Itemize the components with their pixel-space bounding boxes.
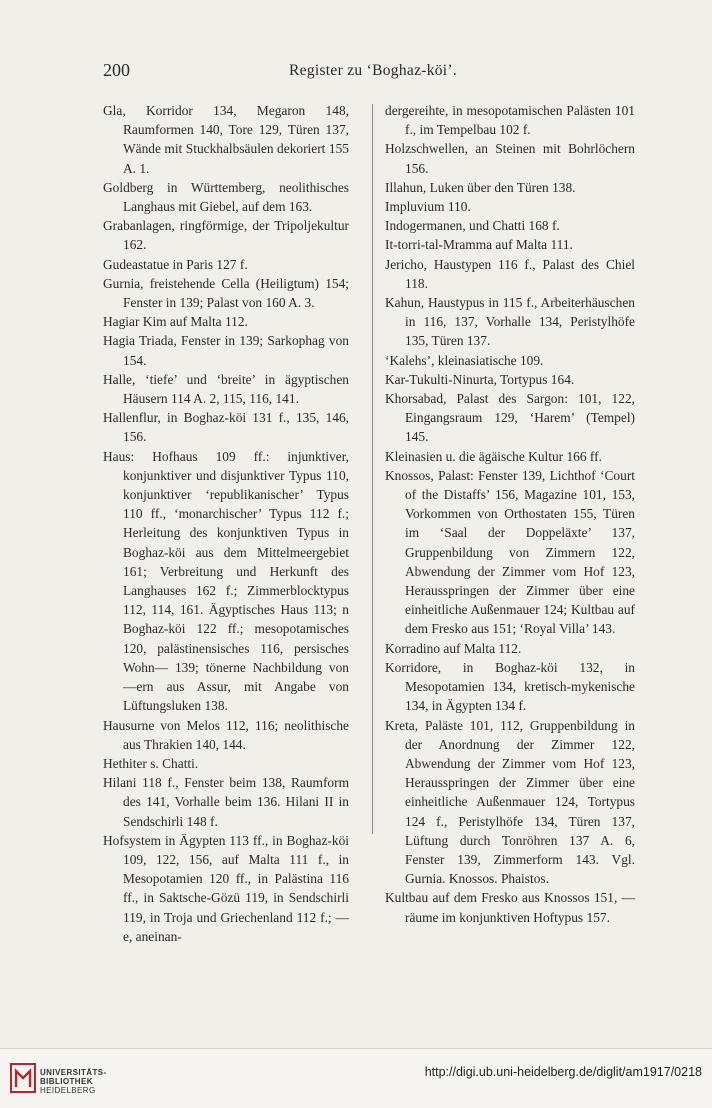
index-entry: Kreta, Paläste 101, 112, Gruppenbildung in der Anordnung der Zimmer 122, Abwendung der Zimmer vom Hof 123, Herausspringen der Zimmer über eine einheitliche Außenmauer 124, Tortypus 124 f., Peristylhöfe 134, Türen 137, Lüftung durch Tonröhren 137 A. 6, Fenster 139, Zimmerform 143. Vgl. Gurnia. Knossos. Phaistos. — [385, 717, 635, 887]
index-entry: Korridore, in Boghaz-köi 132, in Mesopotamien 134, kretisch-mykenische 134, in Ägypten 134 f. — [385, 659, 635, 714]
index-entry: Hofsystem in Ägypten 113 ff., in Boghaz-köi 109, 122, 156, auf Malta 111 f., in Mesopotamien 120 ff., in Palästina 116 ff., in Saktsche-Gözü 119, in Sendschirli 119, in Troja und Griechenland 112 f.; —e, aneinan- — [103, 832, 349, 944]
index-entry: Goldberg in Württemberg, neolithisches Langhaus mit Giebel, auf dem 163. — [103, 179, 349, 215]
index-entry: ‘Kalehs’, kleinasiatische 109. — [385, 352, 544, 368]
library-name-line3: HEIDELBERG — [40, 1086, 96, 1095]
index-entry: Hilani 118 f., Fenster beim 138, Raumform des 141, Vorhalle beim 136. Hilani II in Sendschirli 148 f. — [103, 775, 349, 829]
library-name-line1: UNIVERSITÄTS- — [40, 1068, 107, 1077]
index-entry: Halle, ‘tiefe’ und ‘breite’ in ägyptischen Häusern 114 A. 2, 115, 116, 141. — [103, 371, 349, 407]
index-entry: Hethiter s. Chatti. — [103, 755, 199, 771]
index-entry: Hausurne von Melos 112, 116; neolithische aus Thrakien 140, 144. — [103, 717, 349, 752]
running-title: Register zu ‘Boghaz-köi’. — [289, 62, 458, 79]
index-entry: Kultbau auf dem Fresko aus Knossos 151, —räume im konjunktiven Hoftypus 157. — [385, 890, 635, 925]
index-entry: Illahun, Luken über den Türen 138. — [385, 179, 576, 195]
index-entry: Korradino auf Malta 112. — [385, 640, 522, 656]
column-divider — [372, 104, 373, 834]
index-entry: Hagia Triada, Fenster in 139; Sarkophag von 154. — [103, 333, 349, 368]
index-entry: Indogermanen, und Chatti 168 f. — [385, 218, 560, 234]
library-logo-icon[interactable] — [10, 1063, 36, 1093]
index-entry: Hallenflur, in Boghaz-köi 131 f., 135, 146, 156. — [103, 410, 349, 445]
index-entry: Gudeastatue in Paris 127 f. — [103, 256, 248, 272]
library-name — [40, 1068, 107, 1095]
viewer-footer — [0, 1048, 712, 1108]
index-entry: Khorsabad, Palast des Sargon: 101, 122, Eingangsraum 129, ‘Harem’ (Tempel) 145. — [385, 391, 635, 445]
index-entry: dergereihte, in mesopotamischen Palästen 101 f., im Tempelbau 102 f. — [385, 103, 635, 138]
index-entry: Knossos, Palast: Fenster 139, Lichthof ‘Court of the Distaffs’ 156, Magazine 101, 153, Vorkommen von Orthostaten 155, Türen im ‘Saal der Doppeläxte’ 137, Gruppenbildung von Zimmern 122, Abwendung der Zimmer vom Hof 123, Herausspringen der Zimmer über eine einheitliche Außenmauer 124; Kultbau auf dem Fresko aus 151; ‘Royal Villa’ 143. — [385, 467, 635, 637]
index-entry: Kahun, Haustypus in 115 f., Arbeiterhäuschen in 116, 137, Vorhalle 134, Peristylhöfe 135, Türen 137. — [385, 295, 635, 349]
index-entry: Kar-Tukulti-Ninurta, Tortypus 164. — [385, 371, 575, 387]
index-entry: Kleinasien u. die ägäische Kultur 166 ff. — [385, 448, 602, 464]
page-header — [103, 60, 643, 84]
index-column-right — [385, 101, 635, 927]
index-entry: Jericho, Haustypen 116 f., Palast des Chiel 118. — [385, 256, 635, 291]
index-entry: Gurnia, freistehende Cella (Heiligtum) 154; Fenster in 139; Palast von 160 A. 3. — [103, 275, 349, 311]
library-name-line2: BIBLIOTHEK — [40, 1077, 93, 1086]
page-number: 200 — [103, 60, 130, 80]
index-entry: Grabanlagen, ringförmige, der Tripoljekultur 162. — [103, 218, 349, 253]
index-entry: Impluvium 110. — [385, 199, 471, 215]
index-entry: Gla, Korridor 134, Megaron 148, Raumformen 140, Tore 129, Türen 137, Wände mit Stuckhalbsäulen dekoriert 155 A. 1. — [103, 103, 349, 176]
index-entry: Holzschwellen, an Steinen mit Bohrlöchern 156. — [385, 141, 635, 176]
source-url-link[interactable]: http://digi.ub.uni-heidelberg.de/diglit/am1917/0218 — [424, 1065, 702, 1079]
index-entry: Hagiar Kim auf Malta 112. — [103, 314, 248, 330]
index-column-left — [103, 101, 349, 946]
index-entry: Haus: Hofhaus 109 ff.: injunktiver, konjunktiver und disjunktiver Typus 110, konjunktiver ‘republikanischer’ Typus 110 ff., ‘monarchischer’ Typus 112 f.; Herleitung des konjunktiven Typus in Boghaz-köi aus dem Mittelmeergebiet 161; Verbreitung und Herkunft des Langhauses 162 f.; Zimmerblocktypus 112, 114, 161. Ägyptisches Haus 113; n Boghaz-köi 122 ff.; mesopotamisches 120, palästinensisches 116, persisches Wohn— 139; tönerne Nachbildung von —ern aus Assur, mit Angabe von Lüftungsluken 138. — [103, 448, 349, 714]
index-entry: It-torri-tal-Mramma auf Malta 111. — [385, 237, 573, 253]
